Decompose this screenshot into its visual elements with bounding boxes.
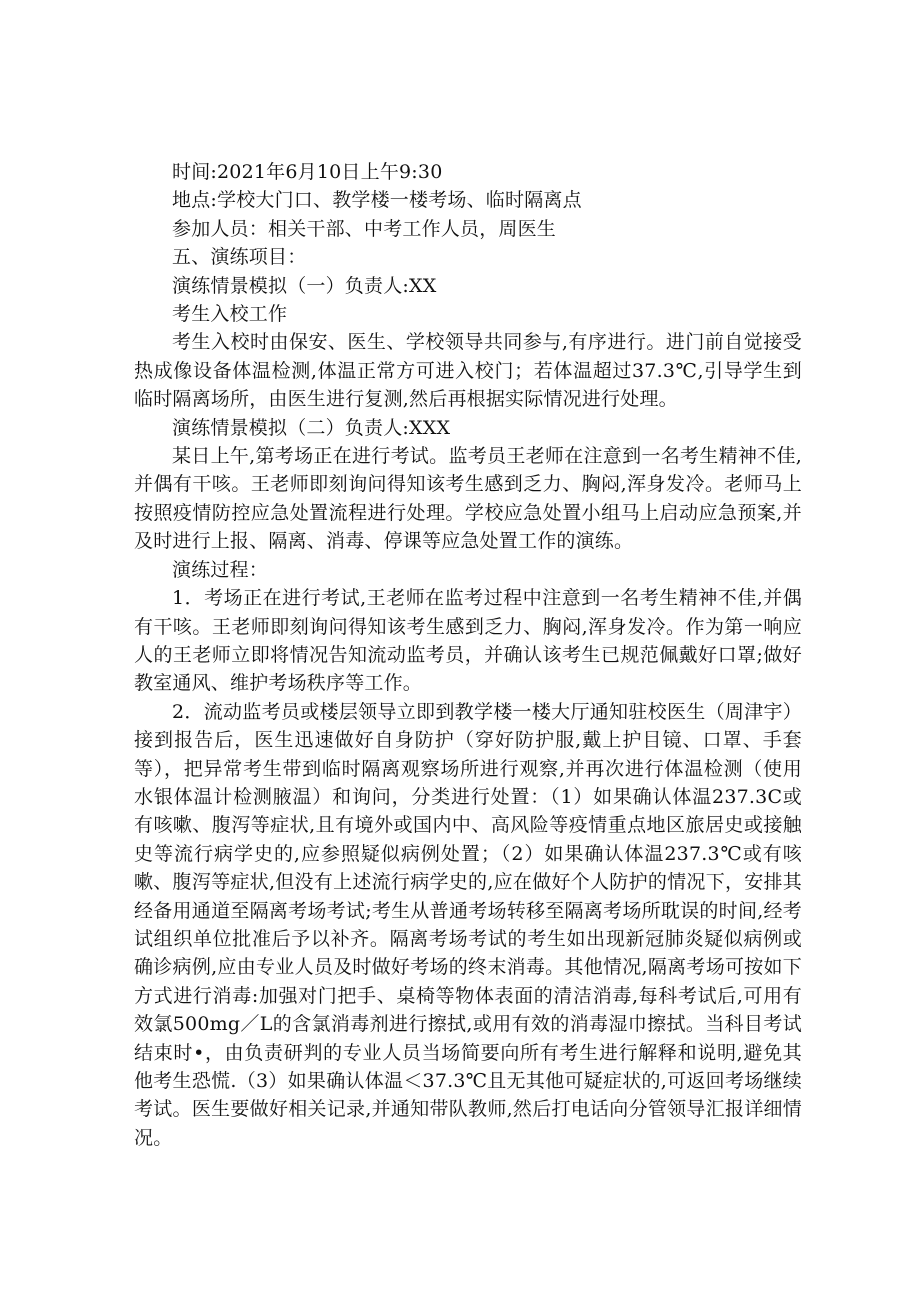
document-body <box>134 158 802 1152</box>
location-line: 地点:学校大门口、教学楼一楼考场、临时隔离点 <box>172 189 582 212</box>
participants-line: 参加人员：相关干部、中考工作人员，周医生 <box>172 217 557 240</box>
scenario-two-heading: 演练情景模拟（二）负责人:XXX <box>172 416 451 439</box>
scenario-one-paragraph: 考生入校时由保安、医生、学校领导共同参与,有序进行。进门前自觉接受热成像设备体温检测,体温正常方可进入校门；若体温超过37.3℃,引导学生到临时隔离场所，由医生进行复测,然后再根据实际情况进行处理。 <box>134 331 802 411</box>
scenario-two-paragraph: 某日上午,第考场正在进行考试。监考员王老师在注意到一名考生精神不佳,并偶有干咳。王老师即刻询问得知该考生感到乏力、胸闷,浑身发冷。老师马上按照疫情防控应急处置流程进行处理。学校应急处置小组马上启动应急预案,并及时进行上报、隔离、消毒、停课等应急处置工作的演练。 <box>134 445 802 553</box>
process-step-2: 2．流动监考员或楼层领导立即到教学楼一楼大厅通知驻校医生（周津宇）接到报告后，医生迅速做好自身防护（穿好防护服,戴上护目镜、口罩、手套等），把异常考生带到临时隔离观察场所进行观察,并再次进行体温检测（使用水银体温计检测腋温）和询问，分类进行处置：（1）如果确认体温237.3C或有咳嗽、腹泻等症状,且有境外或国内中、高风险等疫情重点地区旅居史或接触史等流行病学史的,应参照疑似病例处置；（2）如果确认体温237.3℃或有咳嗽、腹泻等症状,但没有上述流行病学史的,应在做好个人防护的情况下，安排其经备用通道至隔离考场考试;考生从普通考场转移至隔离考场所耽误的时间,经考试组织单位批准后予以补齐。隔离考场考试的考生如出现新冠肺炎疑似病例或确诊病例,应由专业人员及时做好考场的终末消毒。其他情况,隔离考场可按如下方式进行消毒:加强对门把手、桌椅等物体表面的清洁消毒,每科考试后,可用有效氯500mg／L的含氯消毒剂进行擦拭,或用有效的消毒湿巾擦拭。当科目考试结束时•，由负责研判的专业人员当场简要向所有考生进行解释和说明,避免其他考生恐慌.（3）如果确认体温＜37.3℃且无其他可疑症状的,可返回考场继续考试。医生要做好相关记录,并通知带队教师,然后打电话向分管领导汇报详细情况。 <box>134 700 802 1149</box>
time-line: 时间:2021年6月10日上午9:30 <box>172 161 443 183</box>
scenario-one-title: 考生入校工作 <box>172 303 288 326</box>
process-step-1: 1．考场正在进行考试,王老师在监考过程中注意到一名考生精神不佳,并偶有干咳。王老师即刻询问得知该考生感到乏力、胸闷,浑身发冷。作为第一响应人的王老师立即将情况告知流动监考员，并确认该考生已规范佩戴好口罩;做好教室通风、维护考场秩序等工作。 <box>134 587 802 695</box>
drill-process-heading: 演练过程： <box>172 558 269 581</box>
section-heading: 五、演练项目： <box>172 246 307 269</box>
scenario-one-heading: 演练情景模拟（一）负责人:XX <box>172 274 437 297</box>
